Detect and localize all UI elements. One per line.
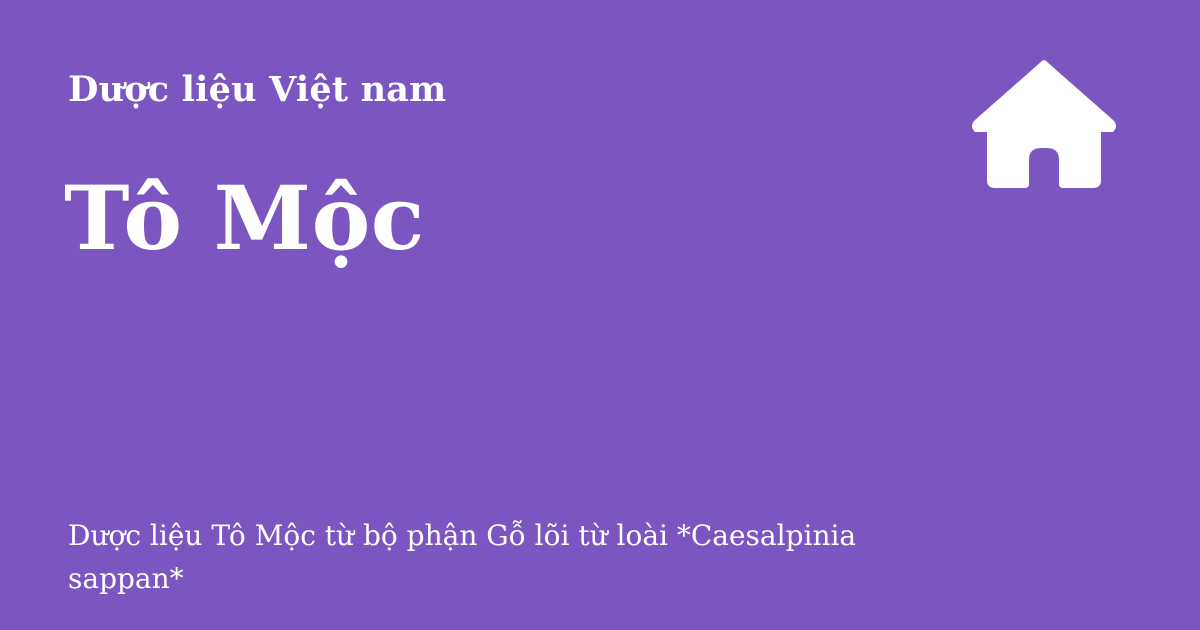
page-description: Dược liệu Tô Mộc từ bộ phận Gỗ lõi từ loài *Caesalpinia sappan* — [68, 519, 857, 595]
home-icon — [968, 56, 1120, 192]
page-title: Tô Mộc — [64, 166, 425, 270]
home-button[interactable] — [968, 56, 1120, 192]
site-name: Dược liệu Việt nam — [68, 69, 447, 110]
